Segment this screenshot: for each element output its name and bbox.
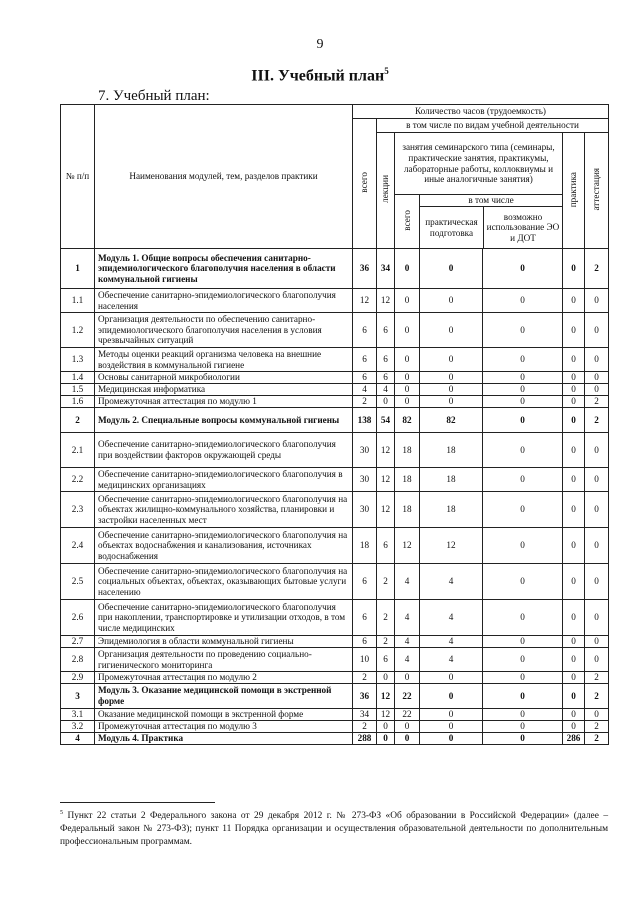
cell-att: 0 <box>585 348 609 372</box>
cell-lect: 0 <box>377 672 395 684</box>
table-row <box>61 672 609 684</box>
cell-att: 0 <box>585 709 609 721</box>
cell-att: 0 <box>585 636 609 648</box>
footnote-reference: 5 <box>384 66 389 76</box>
cell-eo: 0 <box>483 733 563 745</box>
cell-prep: 18 <box>420 492 483 528</box>
cell-eo: 0 <box>483 433 563 468</box>
cell-name: Обеспечение санитарно-эпидемиологического благополучия на социальных объектах, объектах, оказывающих бытовые услуги населению <box>95 564 353 600</box>
cell-prep: 0 <box>420 672 483 684</box>
header-subcolumns <box>420 207 562 248</box>
header-sem-total <box>395 195 420 249</box>
cell-sem: 22 <box>395 709 420 721</box>
cell-num: 2.1 <box>61 433 95 468</box>
header-total <box>353 119 377 249</box>
footnote-text: Пункт 22 статьи 2 Федерального закона от 29 декабря 2012 г. № 273-ФЗ «Об образовании в Российской Федерации» (далее – Федеральный закон № 273-ФЗ); пункт 11 Порядка организации и осуществления образовательной деятельности по дополнительным профессиональным программам. <box>60 811 609 848</box>
cell-prep: 82 <box>420 408 483 433</box>
cell-name: Методы оценки реакций организма человека на внешние воздействия в коммунальной гигиене <box>95 348 353 372</box>
cell-sem: 0 <box>395 384 420 396</box>
cell-sem: 4 <box>395 600 420 636</box>
cell-pract: 0 <box>563 289 585 313</box>
cell-name: Оказание медицинской помощи в экстренной форме <box>95 709 353 721</box>
cell-prep: 0 <box>420 684 483 709</box>
cell-total: 2 <box>353 721 377 733</box>
cell-pract: 0 <box>563 249 585 289</box>
cell-eo: 0 <box>483 372 563 384</box>
header-eo: возможно использование ЭО и ДОТ <box>486 211 560 243</box>
cell-prep: 0 <box>420 396 483 408</box>
cell-lect: 12 <box>377 492 395 528</box>
cell-num: 2.7 <box>61 636 95 648</box>
cell-att: 2 <box>585 396 609 408</box>
cell-sem: 0 <box>395 249 420 289</box>
cell-lect: 6 <box>377 313 395 348</box>
cell-pract: 0 <box>563 564 585 600</box>
cell-att: 0 <box>585 648 609 672</box>
cell-pract: 0 <box>563 636 585 648</box>
cell-total: 18 <box>353 528 377 564</box>
cell-prep: 0 <box>420 313 483 348</box>
cell-total: 12 <box>353 289 377 313</box>
footnote-mark: 5 <box>60 810 63 816</box>
cell-att: 2 <box>585 721 609 733</box>
cell-pract: 0 <box>563 709 585 721</box>
cell-eo: 0 <box>483 249 563 289</box>
footnote-divider <box>60 802 215 803</box>
cell-eo: 0 <box>483 348 563 372</box>
cell-total: 6 <box>353 636 377 648</box>
cell-pract: 0 <box>563 468 585 492</box>
cell-lect: 6 <box>377 528 395 564</box>
cell-name: Обеспечение санитарно-эпидемиологического благополучия при накоплении, транспортировке и утилизации отходов, в том числе медицинских <box>95 600 353 636</box>
cell-name: Организация деятельности по обеспечению санитарно-эпидемиологического благополучия населения в условия чрезвычайных ситуаций <box>95 313 353 348</box>
table-row <box>61 433 609 468</box>
cell-prep: 12 <box>420 528 483 564</box>
cell-num: 2.8 <box>61 648 95 672</box>
cell-lect: 6 <box>377 348 395 372</box>
cell-att: 2 <box>585 733 609 745</box>
cell-eo: 0 <box>483 672 563 684</box>
cell-pract: 0 <box>563 648 585 672</box>
table-row <box>61 636 609 648</box>
cell-num: 2 <box>61 408 95 433</box>
cell-eo: 0 <box>483 468 563 492</box>
cell-num: 2.9 <box>61 672 95 684</box>
cell-pract: 0 <box>563 672 585 684</box>
cell-num: 1 <box>61 249 95 289</box>
cell-name: Обеспечение санитарно-эпидемиологического благополучия в медицинских организациях <box>95 468 353 492</box>
cell-eo: 0 <box>483 564 563 600</box>
cell-pract: 0 <box>563 600 585 636</box>
cell-pract: 286 <box>563 733 585 745</box>
cell-total: 30 <box>353 433 377 468</box>
table-row <box>61 348 609 372</box>
cell-name: Обеспечение санитарно-эпидемиологического благополучия на объектах жилищно-коммунального хозяйства, планировки и застройки населенных мест <box>95 492 353 528</box>
cell-att: 0 <box>585 384 609 396</box>
cell-prep: 4 <box>420 600 483 636</box>
cell-prep: 0 <box>420 384 483 396</box>
cell-att: 0 <box>585 289 609 313</box>
table-row <box>61 384 609 396</box>
table-body <box>61 249 609 745</box>
cell-lect: 6 <box>377 648 395 672</box>
cell-total: 6 <box>353 313 377 348</box>
header-lectures-text: лекции <box>380 175 391 204</box>
cell-lect: 12 <box>377 289 395 313</box>
cell-total: 30 <box>353 468 377 492</box>
cell-sem: 82 <box>395 408 420 433</box>
header-num: № п/п <box>61 105 95 249</box>
cell-sem: 4 <box>395 636 420 648</box>
table-row <box>61 709 609 721</box>
cell-lect: 0 <box>377 733 395 745</box>
cell-pract: 0 <box>563 684 585 709</box>
header-sem-total-text: всего <box>401 209 412 231</box>
cell-lect: 12 <box>377 709 395 721</box>
cell-total: 2 <box>353 672 377 684</box>
cell-sem: 22 <box>395 684 420 709</box>
cell-eo: 0 <box>483 396 563 408</box>
cell-att: 0 <box>585 468 609 492</box>
cell-eo: 0 <box>483 600 563 636</box>
cell-num: 2.3 <box>61 492 95 528</box>
cell-pract: 0 <box>563 721 585 733</box>
cell-name: Медицинская информатика <box>95 384 353 396</box>
cell-name: Модуль 1. Общие вопросы обеспечения санитарно-эпидемиологического благополучия населения в области коммунальной гигиены <box>95 249 353 289</box>
cell-pract: 0 <box>563 492 585 528</box>
page-number: 9 <box>316 37 324 52</box>
table-row <box>61 684 609 709</box>
cell-att: 2 <box>585 672 609 684</box>
cell-att: 0 <box>585 313 609 348</box>
cell-eo: 0 <box>483 721 563 733</box>
subtitle: 7. Учебный план: <box>98 88 210 104</box>
cell-lect: 2 <box>377 600 395 636</box>
cell-name: Эпидемиология в области коммунальной гигиены <box>95 636 353 648</box>
cell-lect: 34 <box>377 249 395 289</box>
cell-prep: 0 <box>420 733 483 745</box>
cell-sem: 0 <box>395 348 420 372</box>
cell-name: Промежуточная аттестация по модулю 2 <box>95 672 353 684</box>
cell-pract: 0 <box>563 433 585 468</box>
cell-sem: 4 <box>395 648 420 672</box>
header-total-text: всего <box>359 171 370 193</box>
table-row <box>61 372 609 384</box>
cell-lect: 12 <box>377 684 395 709</box>
cell-att: 0 <box>585 433 609 468</box>
header-including-block <box>420 195 563 249</box>
cell-sem: 0 <box>395 721 420 733</box>
cell-lect: 54 <box>377 408 395 433</box>
cell-att: 0 <box>585 372 609 384</box>
cell-name: Модуль 4. Практика <box>95 733 353 745</box>
cell-num: 3 <box>61 684 95 709</box>
table-row <box>61 492 609 528</box>
cell-num: 1.2 <box>61 313 95 348</box>
cell-total: 6 <box>353 564 377 600</box>
cell-pract: 0 <box>563 348 585 372</box>
table-row <box>61 600 609 636</box>
cell-name: Модуль 2. Специальные вопросы коммунальной гигиены <box>95 408 353 433</box>
cell-pract: 0 <box>563 408 585 433</box>
cell-total: 6 <box>353 348 377 372</box>
cell-sem: 12 <box>395 528 420 564</box>
cell-num: 4 <box>61 733 95 745</box>
cell-name: Промежуточная аттестация по модулю 1 <box>95 396 353 408</box>
cell-pract: 0 <box>563 384 585 396</box>
cell-eo: 0 <box>483 648 563 672</box>
cell-eo: 0 <box>483 709 563 721</box>
cell-prep: 4 <box>420 648 483 672</box>
header-lectures <box>377 133 395 249</box>
cell-sem: 0 <box>395 313 420 348</box>
cell-name: Обеспечение санитарно-эпидемиологического благополучия при воздействии факторов окружающей среды <box>95 433 353 468</box>
cell-name: Организация деятельности по проведению социально-гигиенического мониторинга <box>95 648 353 672</box>
table-row <box>61 249 609 289</box>
cell-sem: 0 <box>395 396 420 408</box>
header-by-activity: в том числе по видам учебной деятельности <box>377 119 609 133</box>
cell-lect: 4 <box>377 384 395 396</box>
cell-lect: 2 <box>377 564 395 600</box>
curriculum-table <box>60 104 609 745</box>
cell-num: 2.4 <box>61 528 95 564</box>
cell-total: 34 <box>353 709 377 721</box>
cell-pract: 0 <box>563 313 585 348</box>
cell-num: 2.5 <box>61 564 95 600</box>
cell-sem: 0 <box>395 733 420 745</box>
header-seminars: занятия семинарского типа (семинары, практические занятия, практикумы, лабораторные работы, коллоквиумы и иные аналогичные занятия) <box>395 133 563 195</box>
cell-prep: 0 <box>420 709 483 721</box>
cell-att: 2 <box>585 408 609 433</box>
table-header <box>61 105 609 249</box>
cell-eo: 0 <box>483 492 563 528</box>
section-title-text: III. Учебный план <box>251 67 385 85</box>
cell-pract: 0 <box>563 396 585 408</box>
cell-num: 3.2 <box>61 721 95 733</box>
cell-num: 1.1 <box>61 289 95 313</box>
cell-num: 2.2 <box>61 468 95 492</box>
cell-total: 138 <box>353 408 377 433</box>
cell-lect: 6 <box>377 372 395 384</box>
cell-num: 1.4 <box>61 372 95 384</box>
table-row <box>61 733 609 745</box>
cell-name: Модуль 3. Оказание медицинской помощи в экстренной форме <box>95 684 353 709</box>
cell-prep: 18 <box>420 468 483 492</box>
table-row <box>61 648 609 672</box>
cell-sem: 0 <box>395 372 420 384</box>
cell-lect: 0 <box>377 721 395 733</box>
header-name: Наименования модулей, тем, разделов практики <box>95 105 353 249</box>
table-row <box>61 408 609 433</box>
cell-att: 0 <box>585 600 609 636</box>
cell-sem: 0 <box>395 672 420 684</box>
cell-prep: 0 <box>420 372 483 384</box>
cell-prep: 18 <box>420 433 483 468</box>
cell-eo: 0 <box>483 528 563 564</box>
cell-att: 2 <box>585 249 609 289</box>
cell-pract: 0 <box>563 372 585 384</box>
cell-eo: 0 <box>483 289 563 313</box>
cell-num: 1.3 <box>61 348 95 372</box>
cell-total: 36 <box>353 249 377 289</box>
table-row <box>61 313 609 348</box>
cell-prep: 4 <box>420 564 483 600</box>
header-practice-text: практика <box>568 171 579 207</box>
cell-lect: 2 <box>377 636 395 648</box>
cell-pract: 0 <box>563 528 585 564</box>
cell-prep: 4 <box>420 636 483 648</box>
cell-sem: 0 <box>395 289 420 313</box>
table-row <box>61 396 609 408</box>
cell-sem: 18 <box>395 492 420 528</box>
cell-att: 0 <box>585 564 609 600</box>
cell-total: 10 <box>353 648 377 672</box>
cell-lect: 12 <box>377 433 395 468</box>
cell-name: Промежуточная аттестация по модулю 3 <box>95 721 353 733</box>
cell-att: 0 <box>585 492 609 528</box>
cell-prep: 0 <box>420 721 483 733</box>
header-attestation <box>585 133 609 249</box>
cell-num: 2.6 <box>61 600 95 636</box>
table-row <box>61 564 609 600</box>
cell-att: 0 <box>585 528 609 564</box>
footnote <box>60 807 608 849</box>
header-practice <box>563 133 585 249</box>
cell-eo: 0 <box>483 313 563 348</box>
cell-total: 6 <box>353 372 377 384</box>
cell-total: 2 <box>353 396 377 408</box>
cell-lect: 0 <box>377 396 395 408</box>
header-including: в том числе <box>420 195 562 207</box>
header-prep: практическая подготовка <box>420 207 484 248</box>
cell-total: 30 <box>353 492 377 528</box>
table-row <box>61 528 609 564</box>
cell-total: 288 <box>353 733 377 745</box>
cell-name: Обеспечение санитарно-эпидемиологического благополучия на объектах водоснабжения и канализования, источниках водоснабжения <box>95 528 353 564</box>
cell-num: 3.1 <box>61 709 95 721</box>
cell-total: 36 <box>353 684 377 709</box>
cell-eo: 0 <box>483 684 563 709</box>
table-row <box>61 721 609 733</box>
header-hours: Количество часов (трудоемкость) <box>353 105 609 119</box>
cell-name: Обеспечение санитарно-эпидемиологического благополучия населения <box>95 289 353 313</box>
table-row <box>61 289 609 313</box>
cell-num: 1.6 <box>61 396 95 408</box>
cell-att: 2 <box>585 684 609 709</box>
cell-prep: 0 <box>420 289 483 313</box>
cell-eo: 0 <box>483 384 563 396</box>
header-attestation-text: аттестация <box>591 167 602 211</box>
cell-sem: 18 <box>395 468 420 492</box>
cell-eo: 0 <box>483 636 563 648</box>
section-title <box>0 66 640 85</box>
cell-name: Основы санитарной микробиологии <box>95 372 353 384</box>
table-row <box>61 468 609 492</box>
cell-num: 1.5 <box>61 384 95 396</box>
cell-eo: 0 <box>483 408 563 433</box>
cell-prep: 0 <box>420 348 483 372</box>
cell-prep: 0 <box>420 249 483 289</box>
cell-total: 6 <box>353 600 377 636</box>
cell-total: 4 <box>353 384 377 396</box>
cell-sem: 4 <box>395 564 420 600</box>
cell-lect: 12 <box>377 468 395 492</box>
cell-sem: 18 <box>395 433 420 468</box>
